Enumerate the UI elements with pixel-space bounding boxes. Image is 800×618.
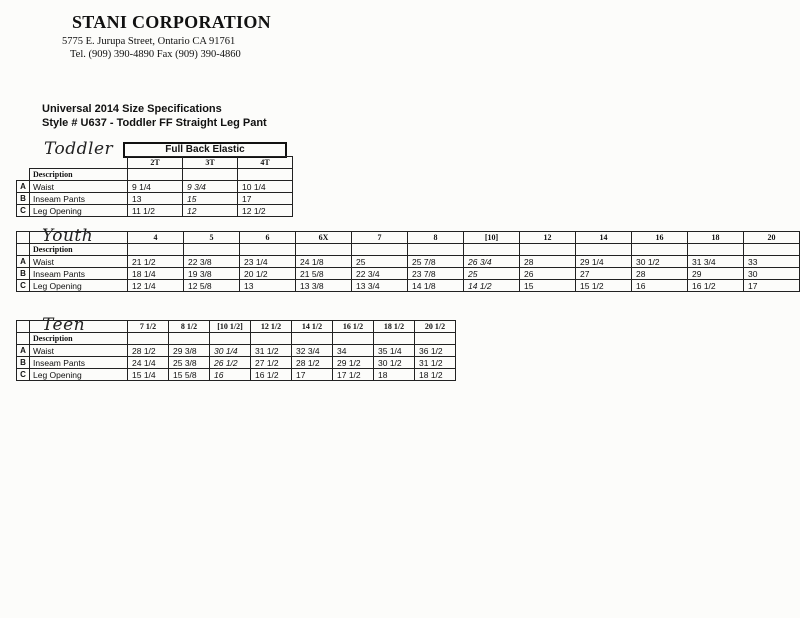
table-cell: 17 1/2: [333, 369, 374, 381]
size-header: 6: [240, 232, 296, 244]
row-label: Waist: [30, 256, 128, 268]
table-cell: 18 1/4: [128, 268, 184, 280]
row-label: Inseam Pants: [30, 193, 128, 205]
company-phone-fax: Tel. (909) 390-4890 Fax (909) 390-4860: [70, 49, 241, 60]
table-cell: 36 1/2: [415, 345, 456, 357]
size-header: 3T: [183, 157, 238, 169]
size-header: 20: [744, 232, 800, 244]
table-cell: [744, 244, 800, 256]
table-cell: 25 3/8: [169, 357, 210, 369]
table-cell: 21 5/8: [296, 268, 352, 280]
table-cell: 24 1/8: [296, 256, 352, 268]
table-cell: [333, 333, 374, 345]
row-label: Waist: [30, 345, 128, 357]
description-label: Description: [30, 169, 128, 181]
table-row: [17, 244, 800, 256]
table-cell: [520, 244, 576, 256]
table-cell: [408, 244, 464, 256]
table-cell: [464, 244, 520, 256]
table-cell: 29 1/4: [576, 256, 632, 268]
table-cell: [238, 169, 293, 181]
description-label: Description: [30, 333, 128, 345]
table-row: [17, 369, 456, 381]
table-cell: [128, 244, 184, 256]
table-cell: [688, 244, 744, 256]
table-cell: 15: [520, 280, 576, 292]
table-cell: 9 1/4: [128, 181, 183, 193]
table-cell: 23 7/8: [408, 268, 464, 280]
table-cell: [30, 157, 128, 169]
table-cell: 18 1/2: [415, 369, 456, 381]
size-header: [10]: [464, 232, 520, 244]
toddler-handwritten-label: Toddler: [44, 139, 114, 159]
table-cell: 25: [352, 256, 408, 268]
table-row: [17, 345, 456, 357]
title-line-1: Universal 2014 Size Specifications: [42, 103, 222, 115]
table-cell: [632, 244, 688, 256]
table-cell: 16: [632, 280, 688, 292]
table-cell: 13 3/4: [352, 280, 408, 292]
table-cell: 17: [744, 280, 800, 292]
size-header: 18 1/2: [374, 321, 415, 333]
table-header-row: [17, 232, 800, 244]
table-cell: [296, 244, 352, 256]
table-cell: 13: [240, 280, 296, 292]
table-row: [17, 268, 800, 280]
row-code: B: [17, 268, 30, 280]
size-header: 8: [408, 232, 464, 244]
table-cell: 31 3/4: [688, 256, 744, 268]
table-cell: 27: [576, 268, 632, 280]
table-cell: 29: [688, 268, 744, 280]
table-cell: 9 3/4: [183, 181, 238, 193]
table-cell: [576, 244, 632, 256]
table-cell: [128, 169, 183, 181]
row-code: C: [17, 205, 30, 217]
table-cell: 28 1/2: [128, 345, 169, 357]
table-cell: 28: [632, 268, 688, 280]
full-back-elastic-banner: Full Back Elastic: [123, 142, 287, 158]
table-cell: [17, 333, 30, 345]
table-cell: 12 1/2: [238, 205, 293, 217]
company-name: STANI CORPORATION: [72, 12, 271, 32]
size-header: 4T: [238, 157, 293, 169]
size-header: 14 1/2: [292, 321, 333, 333]
size-header: 16: [632, 232, 688, 244]
table-cell: [128, 333, 169, 345]
size-header: 12: [520, 232, 576, 244]
table-row: [17, 181, 293, 193]
table-cell: [374, 333, 415, 345]
table-cell: 15 1/4: [128, 369, 169, 381]
table-cell: 17: [292, 369, 333, 381]
row-label: Waist: [30, 181, 128, 193]
table-cell: 35 1/4: [374, 345, 415, 357]
size-header: 7: [352, 232, 408, 244]
table-cell: 30: [744, 268, 800, 280]
size-header: 20 1/2: [415, 321, 456, 333]
table-row: [17, 357, 456, 369]
table-cell: 29 1/2: [333, 357, 374, 369]
size-header: 7 1/2: [128, 321, 169, 333]
table-header-row: [17, 157, 293, 169]
table-cell: 18: [374, 369, 415, 381]
table-cell: [17, 321, 30, 333]
row-code: A: [17, 256, 30, 268]
table-cell: 15 1/2: [576, 280, 632, 292]
size-header: 5: [184, 232, 240, 244]
title-line-2: Style # U637 - Toddler FF Straight Leg Pant: [42, 117, 267, 129]
table-cell: [17, 169, 30, 181]
table-cell: 21 1/2: [128, 256, 184, 268]
table-row: [17, 280, 800, 292]
table-cell: 26 1/2: [210, 357, 251, 369]
table-cell: [292, 333, 333, 345]
table-cell: 16 1/2: [688, 280, 744, 292]
table-cell: 10 1/4: [238, 181, 293, 193]
table-cell: 32 3/4: [292, 345, 333, 357]
table-cell: [17, 157, 30, 169]
table-cell: 13 3/8: [296, 280, 352, 292]
row-label: Leg Opening: [30, 280, 128, 292]
table-row: [17, 193, 293, 205]
table-cell: 12: [183, 205, 238, 217]
table-cell: 16 1/2: [251, 369, 292, 381]
table-cell: [251, 333, 292, 345]
size-header: 16 1/2: [333, 321, 374, 333]
table-cell: [415, 333, 456, 345]
size-header: 14: [576, 232, 632, 244]
table-cell: 22 3/4: [352, 268, 408, 280]
table-cell: 19 3/8: [184, 268, 240, 280]
table-cell: 11 1/2: [128, 205, 183, 217]
table-cell: 26: [520, 268, 576, 280]
table-cell: 12 5/8: [184, 280, 240, 292]
letterhead: [62, 12, 271, 60]
table-cell: [240, 244, 296, 256]
company-address: 5775 E. Jurupa Street, Ontario CA 91761: [62, 36, 236, 47]
row-code: C: [17, 280, 30, 292]
table-cell: 15 5/8: [169, 369, 210, 381]
table-cell: 28: [520, 256, 576, 268]
row-label: Leg Opening: [30, 369, 128, 381]
table-row: [17, 205, 293, 217]
table-cell: 34: [333, 345, 374, 357]
table-cell: 17: [238, 193, 293, 205]
table-cell: [210, 333, 251, 345]
table-cell: 29 3/8: [169, 345, 210, 357]
table-cell: 14 1/2: [464, 280, 520, 292]
size-header: [10 1/2]: [210, 321, 251, 333]
table-cell: 30 1/2: [374, 357, 415, 369]
row-code: B: [17, 357, 30, 369]
table-cell: 12 1/4: [128, 280, 184, 292]
table-cell: [183, 169, 238, 181]
table-cell: 20 1/2: [240, 268, 296, 280]
table-cell: 23 1/4: [240, 256, 296, 268]
table-cell: 16: [210, 369, 251, 381]
table-cell: 27 1/2: [251, 357, 292, 369]
table-cell: 31 1/2: [415, 357, 456, 369]
table-cell: 24 1/4: [128, 357, 169, 369]
row-label: Leg Opening: [30, 205, 128, 217]
table-cell: 28 1/2: [292, 357, 333, 369]
table-cell: 15: [183, 193, 238, 205]
row-code: B: [17, 193, 30, 205]
table-cell: 14 1/8: [408, 280, 464, 292]
document-title: [42, 102, 267, 130]
table-row: [17, 256, 800, 268]
youth-size-table: [16, 231, 800, 292]
table-row: [17, 169, 293, 181]
table-cell: 30 1/2: [632, 256, 688, 268]
size-header: 2T: [128, 157, 183, 169]
size-header: 4: [128, 232, 184, 244]
table-cell: 30 1/4: [210, 345, 251, 357]
description-label: Description: [30, 244, 128, 256]
toddler-size-table: [16, 156, 293, 217]
teen-handwritten-label: Teen: [42, 315, 86, 335]
size-header: 12 1/2: [251, 321, 292, 333]
table-cell: 26 3/4: [464, 256, 520, 268]
table-cell: 13: [128, 193, 183, 205]
row-label: Inseam Pants: [30, 357, 128, 369]
row-code: A: [17, 345, 30, 357]
size-header: 6X: [296, 232, 352, 244]
row-label: Inseam Pants: [30, 268, 128, 280]
table-cell: 31 1/2: [251, 345, 292, 357]
table-cell: 33: [744, 256, 800, 268]
size-header: 18: [688, 232, 744, 244]
row-code: C: [17, 369, 30, 381]
youth-handwritten-label: Youth: [42, 226, 94, 246]
table-cell: 25 7/8: [408, 256, 464, 268]
table-cell: 25: [464, 268, 520, 280]
table-cell: [17, 244, 30, 256]
table-cell: [17, 232, 30, 244]
row-code: A: [17, 181, 30, 193]
table-cell: [352, 244, 408, 256]
size-header: 8 1/2: [169, 321, 210, 333]
table-cell: 22 3/8: [184, 256, 240, 268]
table-cell: [169, 333, 210, 345]
table-cell: [184, 244, 240, 256]
